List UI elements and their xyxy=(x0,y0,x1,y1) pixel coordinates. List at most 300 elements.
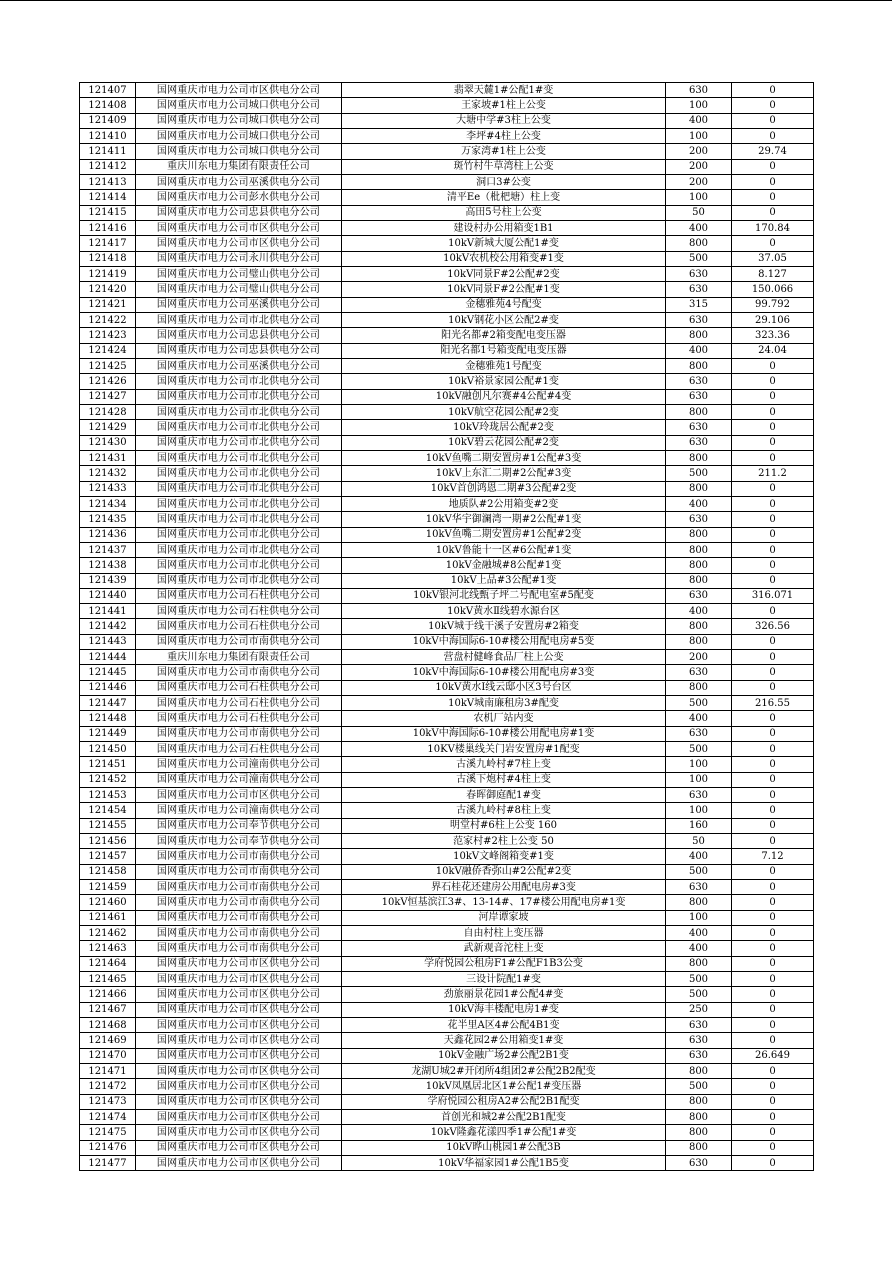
value-cell: 0 xyxy=(732,1002,814,1017)
value-cell: 0 xyxy=(732,1079,814,1094)
row-id-cell: 121413 xyxy=(80,174,136,189)
capacity-cell: 400 xyxy=(666,343,732,358)
value-cell: 0 xyxy=(732,788,814,803)
value-cell: 7.12 xyxy=(732,849,814,864)
value-cell: 0 xyxy=(732,527,814,542)
row-id-cell: 121457 xyxy=(80,849,136,864)
row-id-cell: 121454 xyxy=(80,803,136,818)
row-id-cell: 121409 xyxy=(80,113,136,128)
company-cell: 重庆川东电力集团有限责任公司 xyxy=(136,650,342,665)
company-cell: 国网重庆市电力公司市北供电分公司 xyxy=(136,558,342,573)
table-row xyxy=(80,450,814,465)
table-row xyxy=(80,926,814,941)
capacity-cell: 630 xyxy=(666,312,732,327)
row-id-cell: 121408 xyxy=(80,98,136,113)
capacity-cell: 400 xyxy=(666,849,732,864)
capacity-cell: 200 xyxy=(666,174,732,189)
table-row xyxy=(80,956,814,971)
company-cell: 国网重庆市电力公司潼南供电分公司 xyxy=(136,757,342,772)
value-cell: 0 xyxy=(732,573,814,588)
transformer-table xyxy=(79,82,814,1171)
company-cell: 国网重庆市电力公司市北供电分公司 xyxy=(136,512,342,527)
transformer-name-cell: 翡翠天麓1#公配1#变 xyxy=(342,83,666,98)
table-row xyxy=(80,374,814,389)
table-row xyxy=(80,328,814,343)
company-cell: 国网重庆市电力公司璧山供电分公司 xyxy=(136,282,342,297)
table-row xyxy=(80,665,814,680)
value-cell: 0 xyxy=(732,404,814,419)
transformer-name-cell: 10kV裕景家园公配#1变 xyxy=(342,374,666,389)
table-body xyxy=(80,83,814,1171)
value-cell: 0 xyxy=(732,1064,814,1079)
transformer-name-cell: 10kV上东汇二期#2公配#3变 xyxy=(342,466,666,481)
transformer-name-cell: 古溪九岭村#8柱上变 xyxy=(342,803,666,818)
table-row xyxy=(80,1033,814,1048)
company-cell: 国网重庆市电力公司市区供电分公司 xyxy=(136,220,342,235)
transformer-name-cell: 天鑫花园2#公用箱变1#变 xyxy=(342,1033,666,1048)
row-id-cell: 121437 xyxy=(80,542,136,557)
row-id-cell: 121465 xyxy=(80,972,136,987)
company-cell: 国网重庆市电力公司忠县供电分公司 xyxy=(136,343,342,358)
row-id-cell: 121462 xyxy=(80,926,136,941)
capacity-cell: 500 xyxy=(666,864,732,879)
transformer-name-cell: 武新观音沱柱上变 xyxy=(342,941,666,956)
capacity-cell: 160 xyxy=(666,818,732,833)
company-cell: 国网重庆市电力公司市南供电分公司 xyxy=(136,941,342,956)
company-cell: 国网重庆市电力公司市区供电分公司 xyxy=(136,1002,342,1017)
table-row xyxy=(80,864,814,879)
row-id-cell: 121474 xyxy=(80,1109,136,1124)
table-row xyxy=(80,312,814,327)
company-cell: 国网重庆市电力公司市北供电分公司 xyxy=(136,542,342,557)
capacity-cell: 800 xyxy=(666,450,732,465)
value-cell: 0 xyxy=(732,128,814,143)
transformer-name-cell: 10kV文峰阁箱变#1变 xyxy=(342,849,666,864)
transformer-name-cell: 李坪#4柱上公变 xyxy=(342,128,666,143)
page-top-rule xyxy=(0,0,892,1)
value-cell: 0 xyxy=(732,772,814,787)
row-id-cell: 121446 xyxy=(80,680,136,695)
row-id-cell: 121423 xyxy=(80,328,136,343)
value-cell: 0 xyxy=(732,650,814,665)
value-cell: 0 xyxy=(732,864,814,879)
table-row xyxy=(80,174,814,189)
value-cell: 0 xyxy=(732,987,814,1002)
value-cell: 0 xyxy=(732,742,814,757)
value-cell: 0 xyxy=(732,159,814,174)
table-row xyxy=(80,1125,814,1140)
transformer-name-cell: 高田5号柱上公变 xyxy=(342,205,666,220)
row-id-cell: 121464 xyxy=(80,956,136,971)
value-cell: 0 xyxy=(732,1155,814,1170)
table-row xyxy=(80,573,814,588)
row-id-cell: 121445 xyxy=(80,665,136,680)
table-row xyxy=(80,251,814,266)
table-row xyxy=(80,696,814,711)
company-cell: 国网重庆市电力公司市区供电分公司 xyxy=(136,972,342,987)
capacity-cell: 630 xyxy=(666,1048,732,1063)
row-id-cell: 121468 xyxy=(80,1018,136,1033)
capacity-cell: 800 xyxy=(666,619,732,634)
table-row xyxy=(80,742,814,757)
value-cell: 0 xyxy=(732,113,814,128)
company-cell: 国网重庆市电力公司市南供电分公司 xyxy=(136,864,342,879)
value-cell: 99.792 xyxy=(732,297,814,312)
transformer-name-cell: 10KV楼巢线关门岩安置房#1配变 xyxy=(342,742,666,757)
table-row xyxy=(80,205,814,220)
company-cell: 国网重庆市电力公司彭水供电分公司 xyxy=(136,190,342,205)
transformer-name-cell: 10kV银河北线甄子坪二号配电室#5配变 xyxy=(342,588,666,603)
table-row xyxy=(80,880,814,895)
transformer-name-cell: 阳光名都#2箱变配电变压器 xyxy=(342,328,666,343)
company-cell: 国网重庆市电力公司市北供电分公司 xyxy=(136,573,342,588)
row-id-cell: 121431 xyxy=(80,450,136,465)
capacity-cell: 400 xyxy=(666,220,732,235)
company-cell: 国网重庆市电力公司潼南供电分公司 xyxy=(136,772,342,787)
table-row xyxy=(80,1155,814,1170)
transformer-name-cell: 10kV鱼嘴二期安置房#1公配#2变 xyxy=(342,527,666,542)
company-cell: 国网重庆市电力公司市北供电分公司 xyxy=(136,420,342,435)
capacity-cell: 630 xyxy=(666,588,732,603)
company-cell: 国网重庆市电力公司市北供电分公司 xyxy=(136,481,342,496)
value-cell: 0 xyxy=(732,1125,814,1140)
transformer-name-cell: 清平Ee（枇杷塘）柱上变 xyxy=(342,190,666,205)
value-cell: 0 xyxy=(732,757,814,772)
company-cell: 国网重庆市电力公司石柱供电分公司 xyxy=(136,742,342,757)
table-row xyxy=(80,266,814,281)
row-id-cell: 121441 xyxy=(80,604,136,619)
table-row xyxy=(80,818,814,833)
value-cell: 29.74 xyxy=(732,144,814,159)
row-id-cell: 121433 xyxy=(80,481,136,496)
capacity-cell: 800 xyxy=(666,1064,732,1079)
table-row xyxy=(80,481,814,496)
table-row xyxy=(80,1140,814,1155)
transformer-name-cell: 10kV华福家园1#公配1B5变 xyxy=(342,1155,666,1170)
table-row xyxy=(80,803,814,818)
table-row xyxy=(80,788,814,803)
value-cell: 216.55 xyxy=(732,696,814,711)
company-cell: 国网重庆市电力公司市北供电分公司 xyxy=(136,466,342,481)
transformer-name-cell: 10kV上品#3公配#1变 xyxy=(342,573,666,588)
capacity-cell: 630 xyxy=(666,788,732,803)
row-id-cell: 121455 xyxy=(80,818,136,833)
capacity-cell: 630 xyxy=(666,1155,732,1170)
capacity-cell: 400 xyxy=(666,941,732,956)
transformer-name-cell: 10kV融侨香弥山#2公配#2变 xyxy=(342,864,666,879)
company-cell: 国网重庆市电力公司市北供电分公司 xyxy=(136,374,342,389)
row-id-cell: 121440 xyxy=(80,588,136,603)
value-cell: 0 xyxy=(732,972,814,987)
capacity-cell: 630 xyxy=(666,1033,732,1048)
transformer-name-cell: 10kV碧云花园公配#2变 xyxy=(342,435,666,450)
table-row xyxy=(80,1094,814,1109)
transformer-name-cell: 10kV同景F#2公配#1变 xyxy=(342,282,666,297)
row-id-cell: 121422 xyxy=(80,312,136,327)
transformer-name-cell: 10kV鱼嘴二期安置房#1公配#3变 xyxy=(342,450,666,465)
row-id-cell: 121424 xyxy=(80,343,136,358)
table-row xyxy=(80,650,814,665)
capacity-cell: 800 xyxy=(666,680,732,695)
table-row xyxy=(80,941,814,956)
value-cell: 0 xyxy=(732,604,814,619)
company-cell: 国网重庆市电力公司市南供电分公司 xyxy=(136,926,342,941)
value-cell: 150.066 xyxy=(732,282,814,297)
capacity-cell: 400 xyxy=(666,496,732,511)
capacity-cell: 100 xyxy=(666,757,732,772)
row-id-cell: 121435 xyxy=(80,512,136,527)
capacity-cell: 100 xyxy=(666,803,732,818)
transformer-name-cell: 金穗雅苑4号配变 xyxy=(342,297,666,312)
company-cell: 国网重庆市电力公司市区供电分公司 xyxy=(136,788,342,803)
row-id-cell: 121427 xyxy=(80,389,136,404)
value-cell: 0 xyxy=(732,558,814,573)
company-cell: 国网重庆市电力公司石柱供电分公司 xyxy=(136,604,342,619)
table-row xyxy=(80,1048,814,1063)
company-cell: 国网重庆市电力公司市区供电分公司 xyxy=(136,1064,342,1079)
table-row xyxy=(80,512,814,527)
table-row xyxy=(80,389,814,404)
value-cell: 0 xyxy=(732,926,814,941)
transformer-name-cell: 斑竹村牛草湾柱上公变 xyxy=(342,159,666,174)
value-cell: 0 xyxy=(732,956,814,971)
transformer-name-cell: 10kV城南廉租房3#配变 xyxy=(342,696,666,711)
transformer-name-cell: 范家村#2柱上公变 50 xyxy=(342,834,666,849)
table-row xyxy=(80,1079,814,1094)
row-id-cell: 121434 xyxy=(80,496,136,511)
capacity-cell: 800 xyxy=(666,404,732,419)
value-cell: 0 xyxy=(732,726,814,741)
company-cell: 国网重庆市电力公司市北供电分公司 xyxy=(136,435,342,450)
row-id-cell: 121477 xyxy=(80,1155,136,1170)
table-row xyxy=(80,849,814,864)
capacity-cell: 630 xyxy=(666,435,732,450)
row-id-cell: 121436 xyxy=(80,527,136,542)
company-cell: 国网重庆市电力公司璧山供电分公司 xyxy=(136,266,342,281)
transformer-name-cell: 10kV农机校公用箱变#1变 xyxy=(342,251,666,266)
table-row xyxy=(80,558,814,573)
capacity-cell: 800 xyxy=(666,558,732,573)
transformer-name-cell: 河岸谭家坡 xyxy=(342,910,666,925)
row-id-cell: 121448 xyxy=(80,711,136,726)
capacity-cell: 630 xyxy=(666,374,732,389)
transformer-name-cell: 地质队#2公用箱变#2变 xyxy=(342,496,666,511)
capacity-cell: 100 xyxy=(666,190,732,205)
table-row xyxy=(80,772,814,787)
company-cell: 国网重庆市电力公司市北供电分公司 xyxy=(136,450,342,465)
row-id-cell: 121472 xyxy=(80,1079,136,1094)
transformer-name-cell: 洞口3#公变 xyxy=(342,174,666,189)
transformer-name-cell: 10kV首创鸿恩二期#3公配#2变 xyxy=(342,481,666,496)
table-row xyxy=(80,1002,814,1017)
value-cell: 0 xyxy=(732,818,814,833)
company-cell: 国网重庆市电力公司石柱供电分公司 xyxy=(136,680,342,695)
transformer-name-cell: 学府悦园公租房A2#公配2B1配变 xyxy=(342,1094,666,1109)
transformer-name-cell: 农机厂站内变 xyxy=(342,711,666,726)
row-id-cell: 121444 xyxy=(80,650,136,665)
value-cell: 37.05 xyxy=(732,251,814,266)
value-cell: 0 xyxy=(732,1033,814,1048)
transformer-name-cell: 10kV航空花园公配#2变 xyxy=(342,404,666,419)
company-cell: 国网重庆市电力公司市区供电分公司 xyxy=(136,987,342,1002)
table-row xyxy=(80,588,814,603)
transformer-name-cell: 明堂村#6柱上公变 160 xyxy=(342,818,666,833)
value-cell: 0 xyxy=(732,420,814,435)
company-cell: 国网重庆市电力公司市区供电分公司 xyxy=(136,83,342,98)
company-cell: 国网重庆市电力公司市区供电分公司 xyxy=(136,1033,342,1048)
table-row xyxy=(80,496,814,511)
value-cell: 0 xyxy=(732,895,814,910)
row-id-cell: 121452 xyxy=(80,772,136,787)
row-id-cell: 121453 xyxy=(80,788,136,803)
company-cell: 国网重庆市电力公司市区供电分公司 xyxy=(136,1094,342,1109)
transformer-name-cell: 龙湖U城2#开闭所4组团2#公配2B2配变 xyxy=(342,1064,666,1079)
capacity-cell: 630 xyxy=(666,1018,732,1033)
value-cell: 0 xyxy=(732,190,814,205)
transformer-name-cell: 古溪九岭村#7柱上变 xyxy=(342,757,666,772)
table-row xyxy=(80,466,814,481)
transformer-name-cell: 劲旅丽景花园1#公配4#变 xyxy=(342,987,666,1002)
company-cell: 国网重庆市电力公司市区供电分公司 xyxy=(136,236,342,251)
company-cell: 国网重庆市电力公司巫溪供电分公司 xyxy=(136,297,342,312)
company-cell: 国网重庆市电力公司市区供电分公司 xyxy=(136,1155,342,1170)
table-row xyxy=(80,634,814,649)
value-cell: 24.04 xyxy=(732,343,814,358)
transformer-name-cell: 10kV中海国际6-10#楼公用配电房#5变 xyxy=(342,634,666,649)
value-cell: 0 xyxy=(732,496,814,511)
value-cell: 326.56 xyxy=(732,619,814,634)
table-row xyxy=(80,527,814,542)
company-cell: 国网重庆市电力公司石柱供电分公司 xyxy=(136,588,342,603)
capacity-cell: 500 xyxy=(666,742,732,757)
row-id-cell: 121473 xyxy=(80,1094,136,1109)
table-row xyxy=(80,987,814,1002)
capacity-cell: 630 xyxy=(666,266,732,281)
transformer-name-cell: 花半里A区4#公配4B1变 xyxy=(342,1018,666,1033)
value-cell: 0 xyxy=(732,389,814,404)
company-cell: 国网重庆市电力公司市区供电分公司 xyxy=(136,1018,342,1033)
company-cell: 国网重庆市电力公司市区供电分公司 xyxy=(136,1140,342,1155)
capacity-cell: 315 xyxy=(666,297,732,312)
row-id-cell: 121415 xyxy=(80,205,136,220)
capacity-cell: 400 xyxy=(666,926,732,941)
table-row xyxy=(80,1064,814,1079)
capacity-cell: 250 xyxy=(666,1002,732,1017)
capacity-cell: 400 xyxy=(666,604,732,619)
company-cell: 国网重庆市电力公司石柱供电分公司 xyxy=(136,619,342,634)
capacity-cell: 630 xyxy=(666,880,732,895)
company-cell: 国网重庆市电力公司市南供电分公司 xyxy=(136,665,342,680)
transformer-name-cell: 10kV中海国际6-10#楼公用配电房#3变 xyxy=(342,665,666,680)
row-id-cell: 121411 xyxy=(80,144,136,159)
value-cell: 316.071 xyxy=(732,588,814,603)
transformer-name-cell: 10kV玲珑居公配#2变 xyxy=(342,420,666,435)
capacity-cell: 500 xyxy=(666,466,732,481)
transformer-name-cell: 阳光名都1号箱变配电变压器 xyxy=(342,343,666,358)
transformer-name-cell: 王家坡#1柱上公变 xyxy=(342,98,666,113)
row-id-cell: 121461 xyxy=(80,910,136,925)
capacity-cell: 800 xyxy=(666,328,732,343)
value-cell: 0 xyxy=(732,435,814,450)
capacity-cell: 100 xyxy=(666,910,732,925)
transformer-name-cell: 营盘村健峰食品厂柱上公变 xyxy=(342,650,666,665)
row-id-cell: 121412 xyxy=(80,159,136,174)
company-cell: 国网重庆市电力公司市北供电分公司 xyxy=(136,312,342,327)
transformer-name-cell: 10kV黄水Ⅱ线碧水源台区 xyxy=(342,604,666,619)
company-cell: 国网重庆市电力公司忠县供电分公司 xyxy=(136,205,342,220)
row-id-cell: 121467 xyxy=(80,1002,136,1017)
transformer-name-cell: 10kV海丰楼配电房1#变 xyxy=(342,1002,666,1017)
capacity-cell: 800 xyxy=(666,481,732,496)
row-id-cell: 121447 xyxy=(80,696,136,711)
row-id-cell: 121456 xyxy=(80,834,136,849)
capacity-cell: 800 xyxy=(666,956,732,971)
value-cell: 0 xyxy=(732,1018,814,1033)
capacity-cell: 500 xyxy=(666,972,732,987)
transformer-name-cell: 10kV黄水Ⅰ线云邸小区3号台区 xyxy=(342,680,666,695)
transformer-name-cell: 万家湾#1柱上公变 xyxy=(342,144,666,159)
company-cell: 国网重庆市电力公司潼南供电分公司 xyxy=(136,803,342,818)
value-cell: 0 xyxy=(732,512,814,527)
value-cell: 0 xyxy=(732,665,814,680)
company-cell: 国网重庆市电力公司市北供电分公司 xyxy=(136,527,342,542)
company-cell: 国网重庆市电力公司市南供电分公司 xyxy=(136,726,342,741)
transformer-name-cell: 10kV华宇御澜湾一期#2公配#1变 xyxy=(342,512,666,527)
row-id-cell: 121471 xyxy=(80,1064,136,1079)
value-cell: 0 xyxy=(732,803,814,818)
transformer-name-cell: 春晖御庭配1#变 xyxy=(342,788,666,803)
capacity-cell: 630 xyxy=(666,512,732,527)
company-cell: 国网重庆市电力公司市区供电分公司 xyxy=(136,1109,342,1124)
row-id-cell: 121421 xyxy=(80,297,136,312)
capacity-cell: 200 xyxy=(666,159,732,174)
capacity-cell: 800 xyxy=(666,1094,732,1109)
value-cell: 0 xyxy=(732,834,814,849)
table-row xyxy=(80,972,814,987)
company-cell: 国网重庆市电力公司市区供电分公司 xyxy=(136,1048,342,1063)
capacity-cell: 630 xyxy=(666,282,732,297)
company-cell: 国网重庆市电力公司市南供电分公司 xyxy=(136,880,342,895)
value-cell: 0 xyxy=(732,880,814,895)
company-cell: 国网重庆市电力公司巫溪供电分公司 xyxy=(136,358,342,373)
table-row xyxy=(80,113,814,128)
row-id-cell: 121432 xyxy=(80,466,136,481)
table-row xyxy=(80,343,814,358)
capacity-cell: 50 xyxy=(666,205,732,220)
table-row xyxy=(80,542,814,557)
value-cell: 0 xyxy=(732,374,814,389)
company-cell: 国网重庆市电力公司市区供电分公司 xyxy=(136,1125,342,1140)
table-row xyxy=(80,159,814,174)
capacity-cell: 400 xyxy=(666,711,732,726)
company-cell: 国网重庆市电力公司市区供电分公司 xyxy=(136,1079,342,1094)
row-id-cell: 121420 xyxy=(80,282,136,297)
value-cell: 0 xyxy=(732,1094,814,1109)
company-cell: 国网重庆市电力公司城口供电分公司 xyxy=(136,113,342,128)
company-cell: 国网重庆市电力公司城口供电分公司 xyxy=(136,128,342,143)
row-id-cell: 121425 xyxy=(80,358,136,373)
value-cell: 0 xyxy=(732,174,814,189)
capacity-cell: 630 xyxy=(666,420,732,435)
value-cell: 323.36 xyxy=(732,328,814,343)
capacity-cell: 800 xyxy=(666,895,732,910)
company-cell: 国网重庆市电力公司奉节供电分公司 xyxy=(136,818,342,833)
capacity-cell: 400 xyxy=(666,113,732,128)
transformer-name-cell: 建设村办公用箱变1B1 xyxy=(342,220,666,235)
row-id-cell: 121439 xyxy=(80,573,136,588)
transformer-name-cell: 10kV同景F#2公配#2变 xyxy=(342,266,666,281)
company-cell: 国网重庆市电力公司市北供电分公司 xyxy=(136,389,342,404)
